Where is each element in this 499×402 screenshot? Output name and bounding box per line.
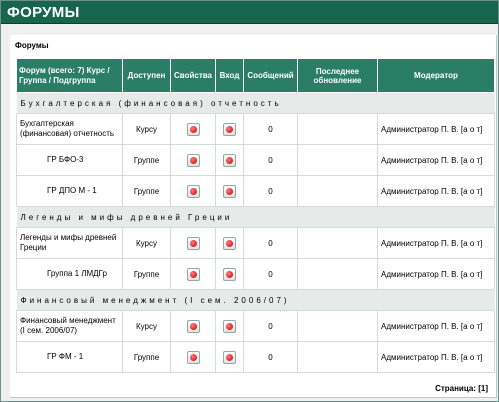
moderator-name: Администратор П. В. [а о т]	[378, 176, 495, 207]
forum-name[interactable]: ГР ДПО М - 1	[17, 176, 123, 207]
properties-cell	[171, 114, 216, 145]
category-title: Финансовый менеджмент (I сем. 2006/07)	[17, 290, 495, 311]
forum-name[interactable]: ГР БФО-3	[17, 145, 123, 176]
forums-table	[16, 58, 495, 373]
moderator-name: Администратор П. В. [а о т]	[378, 228, 495, 259]
enter-icon[interactable]	[223, 237, 236, 250]
enter-cell	[216, 114, 244, 145]
enter-icon[interactable]	[223, 268, 236, 281]
enter-cell	[216, 145, 244, 176]
forum-row	[17, 176, 495, 207]
last-update	[298, 114, 378, 145]
forum-access: Группе	[123, 145, 171, 176]
properties-icon[interactable]	[187, 154, 200, 167]
forum-access: Группе	[123, 259, 171, 290]
forum-access: Группе	[123, 342, 171, 373]
page-link-1[interactable]: [1]	[478, 384, 488, 393]
messages-count: 0	[244, 259, 298, 290]
enter-cell	[216, 311, 244, 342]
forum-access: Курсу	[123, 228, 171, 259]
messages-count: 0	[244, 176, 298, 207]
last-update	[298, 176, 378, 207]
enter-icon[interactable]	[223, 154, 236, 167]
moderator-name: Администратор П. В. [а о т]	[378, 114, 495, 145]
forum-row	[17, 311, 495, 342]
last-update	[298, 228, 378, 259]
last-update	[298, 342, 378, 373]
messages-count: 0	[244, 342, 298, 373]
properties-icon[interactable]	[187, 237, 200, 250]
properties-cell	[171, 311, 216, 342]
category-row	[17, 207, 495, 228]
last-update	[298, 145, 378, 176]
window-title: ФОРУМЫ	[7, 4, 80, 21]
enter-cell	[216, 342, 244, 373]
properties-icon[interactable]	[187, 320, 200, 333]
enter-icon[interactable]	[223, 320, 236, 333]
properties-cell	[171, 342, 216, 373]
header-forum: Форум (всего: 7) Курс / Группа / Подгруппа	[17, 59, 123, 93]
messages-count: 0	[244, 114, 298, 145]
enter-icon[interactable]	[223, 185, 236, 198]
header-access: Доступен	[123, 59, 171, 93]
properties-icon[interactable]	[187, 268, 200, 281]
moderator-name: Администратор П. В. [а о т]	[378, 259, 495, 290]
properties-cell	[171, 145, 216, 176]
enter-icon[interactable]	[223, 123, 236, 136]
properties-icon[interactable]	[187, 185, 200, 198]
properties-cell	[171, 228, 216, 259]
header-enter: Вход	[216, 59, 244, 93]
properties-icon[interactable]	[187, 123, 200, 136]
forum-name[interactable]: Легенды и мифы древней Греции	[17, 228, 123, 259]
moderator-name: Администратор П. В. [а о т]	[378, 145, 495, 176]
properties-icon[interactable]	[187, 351, 200, 364]
forum-access: Курсу	[123, 311, 171, 342]
forum-name[interactable]: Финансовый менеджмент (I сем. 2006/07)	[17, 311, 123, 342]
pagination-label: Страница:	[435, 384, 476, 393]
category-row	[17, 290, 495, 311]
header-messages: Сообщений	[244, 59, 298, 93]
category-title: Легенды и мифы древней Греции	[17, 207, 495, 228]
moderator-name: Администратор П. В. [а о т]	[378, 342, 495, 373]
forum-row	[17, 228, 495, 259]
last-update	[298, 311, 378, 342]
messages-count: 0	[244, 145, 298, 176]
forum-row	[17, 145, 495, 176]
forum-access: Курсу	[123, 114, 171, 145]
header-moderator: Модератор	[378, 59, 495, 93]
category-row	[17, 93, 495, 114]
moderator-name: Администратор П. В. [а о т]	[378, 311, 495, 342]
forum-row	[17, 259, 495, 290]
messages-count: 0	[244, 311, 298, 342]
forums-panel	[10, 35, 497, 398]
enter-cell	[216, 176, 244, 207]
forum-row	[17, 342, 495, 373]
properties-cell	[171, 259, 216, 290]
pagination	[435, 384, 488, 393]
header-last-update: Последнее обновление	[298, 59, 378, 93]
title-bar	[1, 1, 498, 24]
category-title: Бухгалтерская (финансовая) отчетность	[17, 93, 495, 114]
enter-icon[interactable]	[223, 351, 236, 364]
forum-access: Группе	[123, 176, 171, 207]
forums-table-body	[17, 93, 495, 373]
enter-cell	[216, 259, 244, 290]
messages-count: 0	[244, 228, 298, 259]
last-update	[298, 259, 378, 290]
breadcrumb[interactable]: Форумы	[15, 41, 49, 50]
header-properties: Свойства	[171, 59, 216, 93]
table-header-row	[17, 59, 495, 93]
enter-cell	[216, 228, 244, 259]
forum-row	[17, 114, 495, 145]
forum-name[interactable]: ГР ФМ - 1	[17, 342, 123, 373]
properties-cell	[171, 176, 216, 207]
forum-name[interactable]: Бухгалтерская (финансовая) отчетность	[17, 114, 123, 145]
forum-name[interactable]: Группа 1 ЛМДГр	[17, 259, 123, 290]
